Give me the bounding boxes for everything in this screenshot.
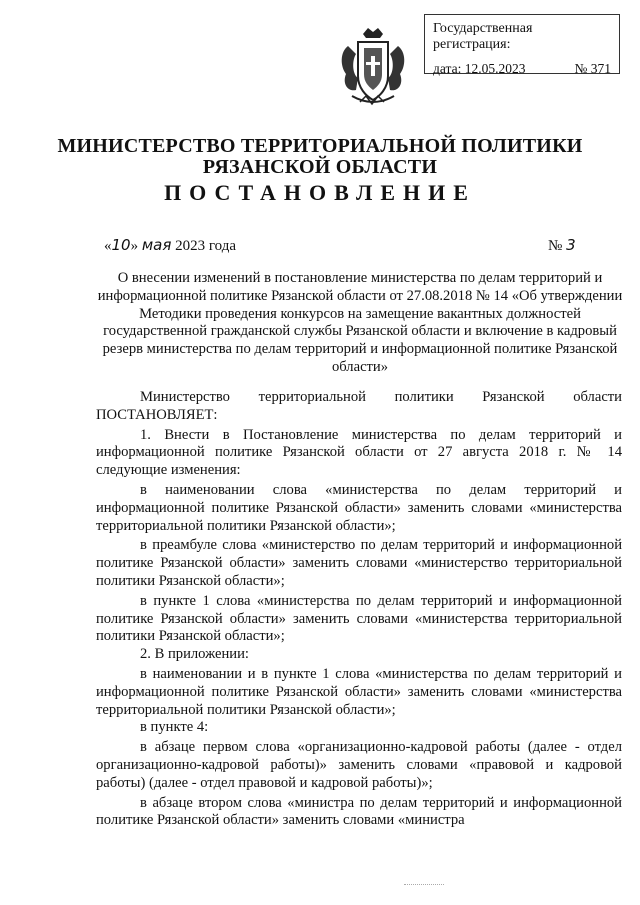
handwritten-number: 3 <box>566 236 576 254</box>
coat-of-arms-emblem <box>338 26 408 110</box>
paragraph: в наименовании слова «министерства по делам территорий и информационной политике Рязанской области» заменить словами «министерства территориальной политики Рязанской области»; <box>96 481 622 534</box>
registration-title: Государственная регистрация: <box>433 21 533 52</box>
document-subject: О внесении изменений в постановление министерства по делам территорий и информационной политике Рязанской области от 27.08.2018 № 14 «Об утверждении Методики проведения конкурсов на замещение вакантных должностей государственной гражданской службы Рязанской области и включение в кадровый резерв министерства по делам территорий и информационной политике Рязанской области» <box>97 270 623 375</box>
paragraph: в пункте 1 слова «министерства по делам территорий и информационной политике Рязанской области» заменить словами «министерства территориальной политики Рязанской области»; <box>96 592 622 645</box>
ministry-name-line1: МИНИСТЕРСТВО ТЕРРИТОРИАЛЬНОЙ ПОЛИТИКИ <box>57 135 583 157</box>
paragraph: в абзаце первом слова «организационно-кадровой работы (далее - отдел организационно-кадровой работы)» заменить словами «правовой и кадровой работы) (далее - отдел правовой и кадровой работы)»; <box>96 739 622 791</box>
document-number: № 3 <box>548 236 576 254</box>
paragraph: в пункте 4: <box>140 719 209 736</box>
intro-paragraph: Министерство территориальной политики Рязанской области ПОСТАНОВЛЯЕТ: <box>96 389 622 423</box>
registration-date: дата: 12.05.2023 <box>433 61 526 76</box>
registration-stamp <box>424 14 620 74</box>
paragraph: 2. В приложении: <box>140 646 249 663</box>
handwritten-month: мая <box>141 236 172 254</box>
paragraph: в абзаце втором слова «министра по делам территорий и информационной политике Рязанской области» заменить словами «министра <box>96 794 622 829</box>
year: 2023 <box>175 238 206 254</box>
paragraph: в преамбуле слова «министерство по делам территорий и информационной политике Рязанской области» заменить словами «министерство территориальной политики Рязанской области»; <box>96 537 622 589</box>
registration-number: № 371 <box>574 61 611 76</box>
ministry-name-line2: РЯЗАНСКОЙ ОБЛАСТИ <box>202 156 438 178</box>
document-type: ПОСТАНОВЛЕНИЕ <box>164 180 476 205</box>
scan-artifact <box>404 884 444 889</box>
document-body <box>96 389 622 830</box>
year-word: года <box>208 238 237 254</box>
document-date: «10» мая 2023 года <box>104 236 237 254</box>
paragraph: в наименовании и в пункте 1 слова «министерства по делам территорий и информационной политике Рязанской области» заменить словами «министерства территориальной политики Рязанской области»; <box>96 665 622 718</box>
handwritten-day: 10 <box>111 236 131 254</box>
paragraph: 1. Внести в Постановление министерства по делам территорий и информационной политике Рязанской области от 27 августа 2018 г. № 14 следующие изменения: <box>96 426 622 479</box>
